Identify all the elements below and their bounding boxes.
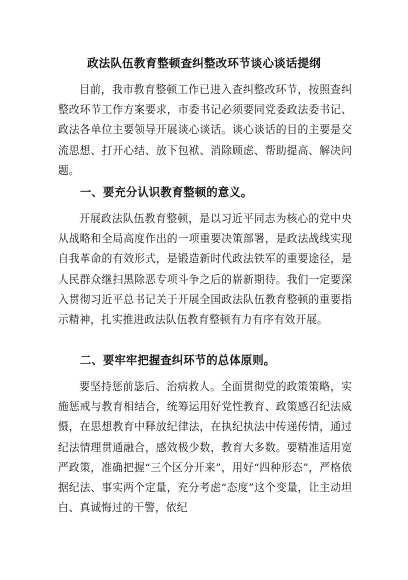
section-body-1: 开展政法队伍教育整顿，是以习近平同志为核心的党中央从战略和全局高度作出的一项重要决策部署，是政法战线实现自我革命的有效形式，是锻造新时代政法铁军的重要途径，是人民群众继扫黑除恶专项斗争之后的崭新期待。我们一定要深入贯彻习近平总书记关于开展全国政法队伍教育整顿的重要指示精神，扎实推进政法队伍教育整顿有力有序有效开展。: [58, 213, 352, 327]
section-heading-2: 二、要牢牢把握查纠环节的总体原则。: [80, 353, 276, 367]
intro-paragraph: 目前，我市教育整顿工作已进入查纠整改环节，按照查纠整改环节工作方案要求，市委书记必须要同党委政法委书记、政法各单位主要领导开展谈心谈话。谈心谈话的目的主要是交流思想、打开心结、放下包袱、消除顾虑、帮助提高、解决问题。: [58, 84, 352, 177]
section-heading-1: 一、要充分认识教育整顿的意义。: [80, 185, 253, 199]
document-title: 政法队伍教育整顿查纠整改环节谈心谈话提纲: [87, 56, 321, 70]
section-body-2: 要坚持惩前毖后、治病救人。全面贯彻党的政策策略，实施惩戒与教育相结合，统筹运用好党性教育、政策感召纪法威慑，在思想教育中释放纪律法，在执纪执法中传递传情，通过纪法情理贯通融合，感效极少数，教育大多数。要精准适用宽严政策，准确把握“三个区分开来”，用好“四种形态”，严格依据纪法、事实两个定量，充分考虑“态度”这个变量，让主动坦白、真诚悔过的干警，依纪: [58, 381, 352, 515]
